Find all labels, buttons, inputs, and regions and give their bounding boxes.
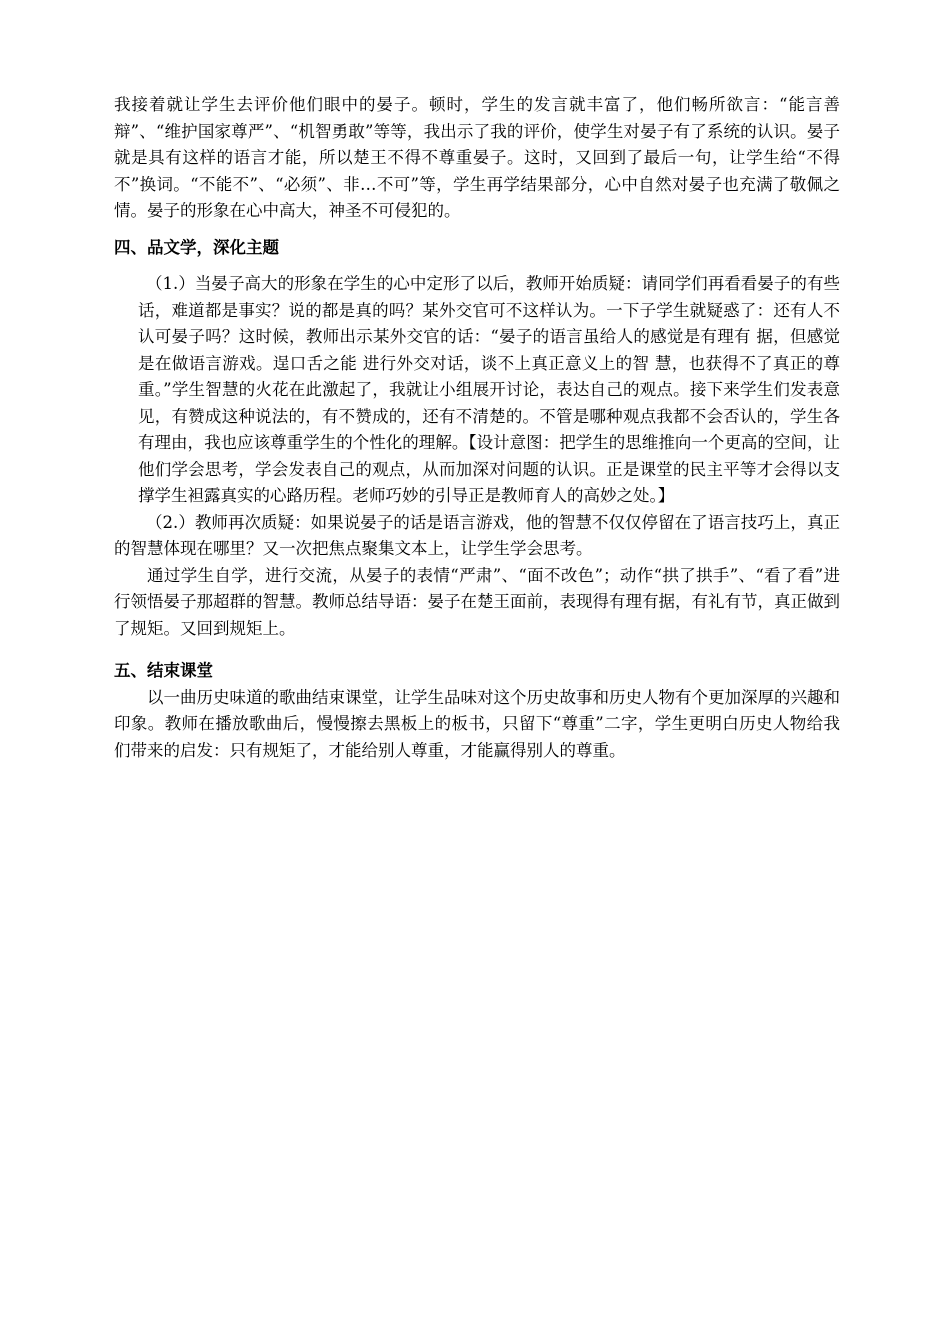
spacer (114, 261, 840, 271)
intro-paragraph: 我接着就让学生去评价他们眼中的晏子。顿时，学生的发言就丰富了，他们畅所欲言：“能言善辩”、“维护国家尊严”、“机智勇敢”等等，我出示了我的评价，使学生对晏子有了系统的认识。晏子就是具有这样的语言才能，所以楚王不得不尊重晏子。这时，又回到了最后一句，让学生给“不得不”换词。“不能不”、“必须”、非…不可”等，学生再学结果部分，心中自然对晏子也充满了敬佩之情。晏子的形象在心中高大，神圣不可侵犯的。 (114, 95, 840, 220)
section-4-item-1 (114, 271, 840, 510)
section-5-paragraph: 以一曲历史味道的歌曲结束课堂，让学生品味对这个历史故事和历史人物有个更加深厚的兴趣和印象。教师在播放歌曲后，慢慢擦去黑板上的板书，只留下“尊重”二字，学生更明白历史人物给我们带来的启发：只有规矩了，才能给别人尊重，才能赢得别人的尊重。 (114, 687, 840, 760)
document-page (114, 92, 840, 764)
section-5-heading: 五、结束课堂 (114, 661, 213, 680)
item-1-number: （1.） (146, 274, 195, 293)
item-2-number: （2.） (146, 512, 195, 532)
section-4-heading: 四、品文学，深化主题 (114, 237, 279, 257)
spacer (114, 642, 840, 658)
section-4-paragraph-3: 通过学生自学，进行交流，从晏子的表情“严肃”、“面不改色”；动作“拱了拱手”、“看了看”进行领悟晏子那超群的智慧。教师总结导语：晏子在楚王面前，表现得有理有据，有礼有节，真正做到了规矩。又回到规矩上。 (114, 565, 840, 638)
item-2-text: 教师再次质疑：如果说晏子的话是语言游戏，他的智慧不仅仅停留在了语言技巧上，真正的智慧体现在哪里？又一次把焦点聚集文本上，让学生学会思考。 (114, 512, 840, 558)
item-1-text: 当晏子高大的形象在学生的心中定形了以后，教师开始质疑：请同学们再看看晏子的有些话，难道都是事实？说的都是真的吗？某外交官可不这样认为。一下子学生就疑惑了：还有人不认可晏子吗？这时候，教师出示某外交官的话：“晏子的语言虽给人的感觉是有理有 据，但感觉是在做语言游戏。逞口舌之能 进行外交对话，谈不上真正意义上的智 慧，也获得不了真正的尊重。”学生智慧的火花在此激起了，我就让小组展开讨论，表达自己的观点。接下来学生们发表意见，有赞成这种说法的，有不赞成的，还有不清楚的。不管是哪种观点我都不会否认的，学生各有理由，我也应该尊重学生的个性化的理解。【设计意图：把学生的思维推向一个更高的空间，让他们学会思考，学会发表自己的观点，从而加深对问题的认识。正是课堂的民主平等才会得以支撑学生袒露真实的心路历程。老师巧妙的引导正是教师育人的高妙之处。】 (138, 274, 840, 505)
spacer (114, 225, 840, 235)
section-4-item-2 (114, 510, 840, 563)
